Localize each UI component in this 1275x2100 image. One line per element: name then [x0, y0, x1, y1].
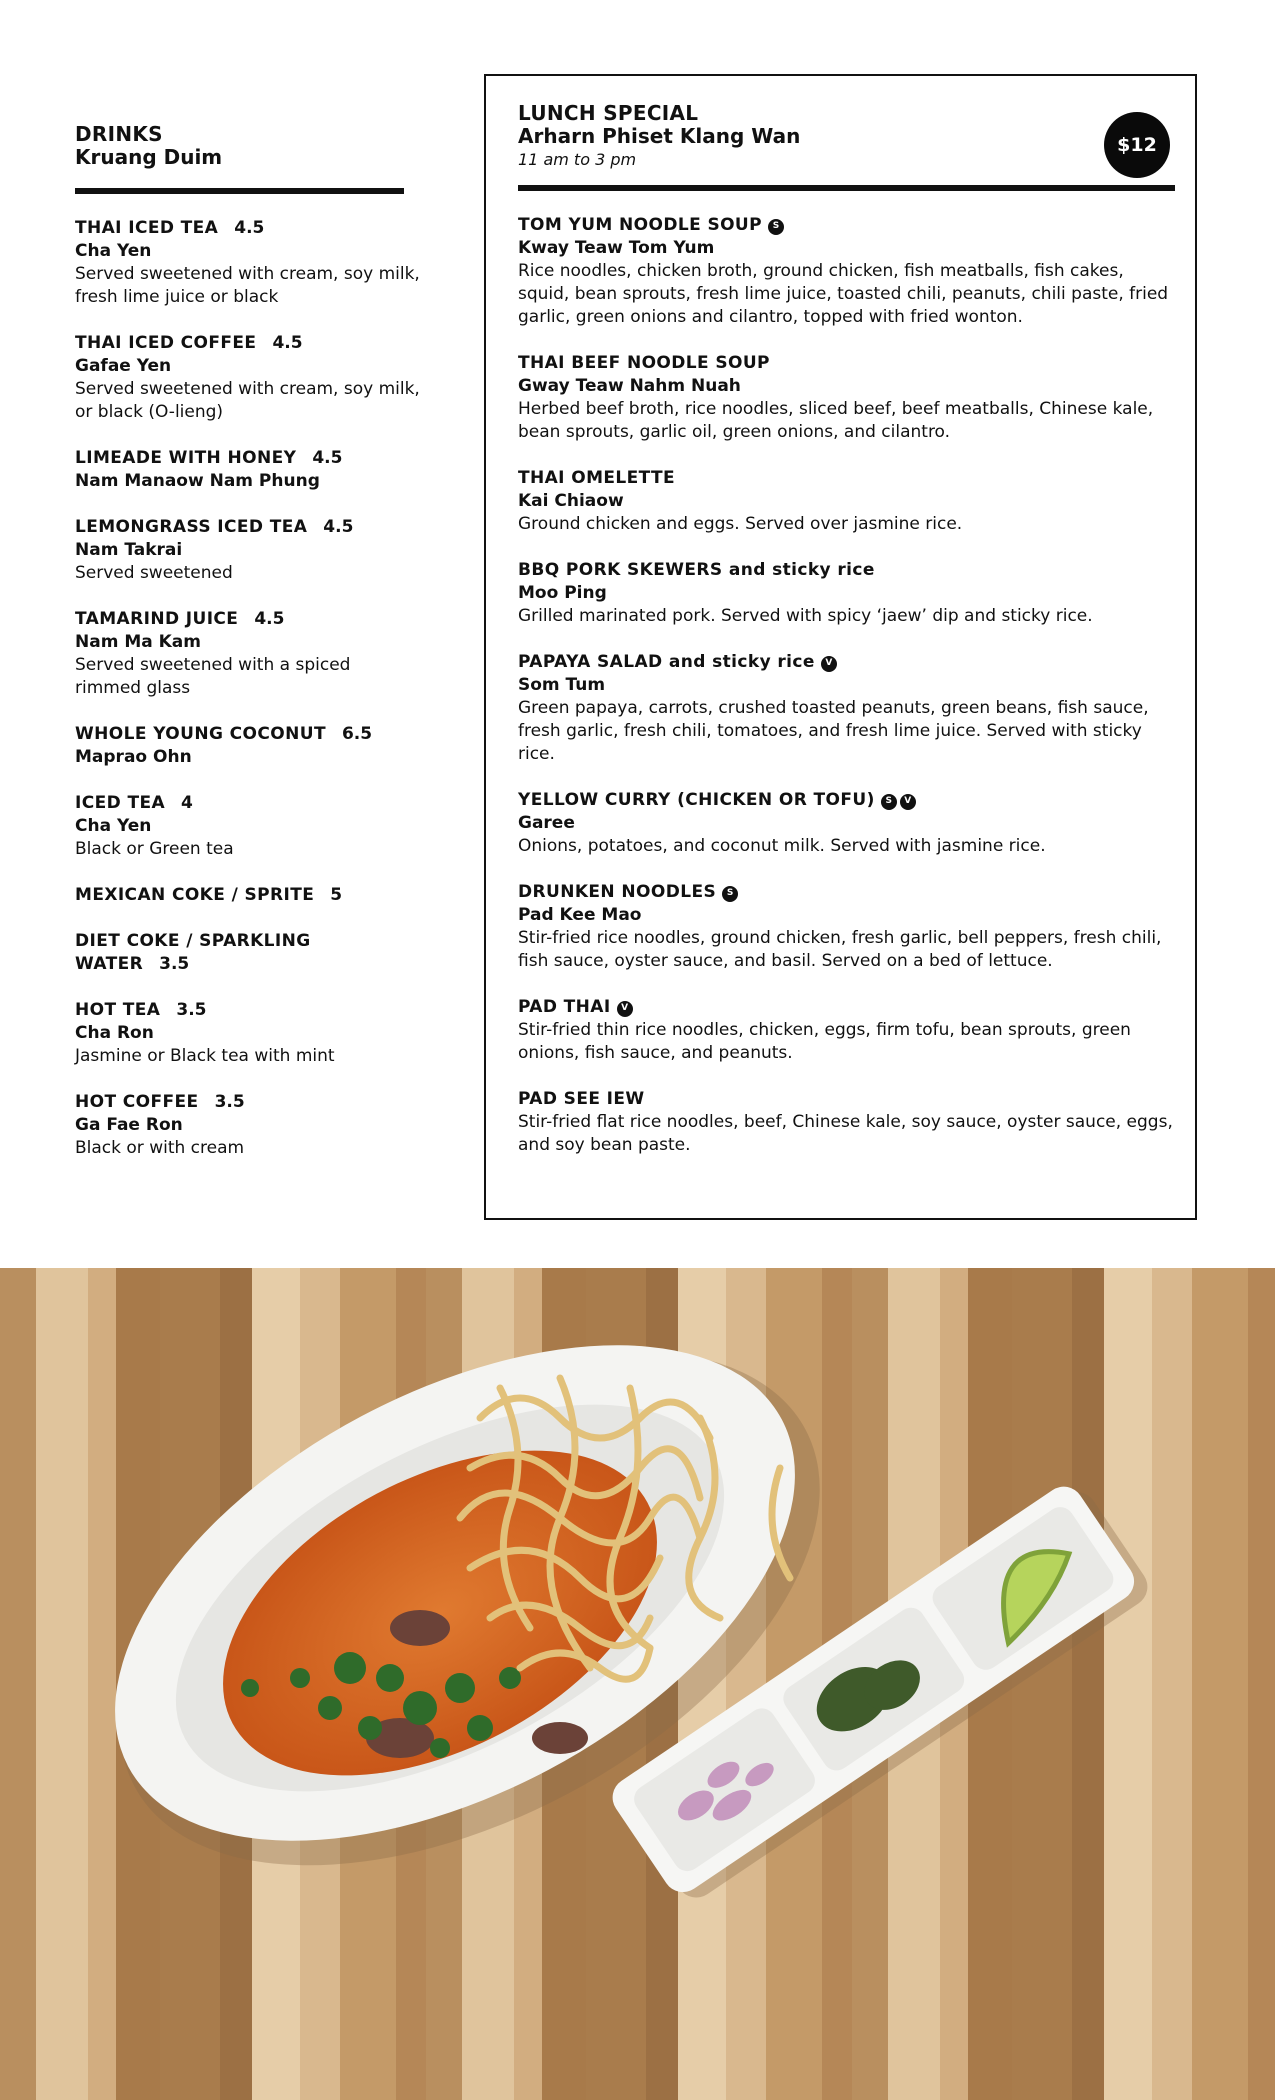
- dish-description: Herbed beef broth, rice noodles, sliced beef, beef meatballs, Chinese kale, bean sprouts, garlic oil, green onions, and cilantro.: [518, 399, 1154, 442]
- wood-plank: [1152, 1268, 1192, 2100]
- dish-name: THAI BEEF NOODLE SOUP: [518, 353, 770, 373]
- drink-item: [75, 1091, 420, 1160]
- drink-description: Black or Green tea: [75, 839, 234, 859]
- drink-description: Jasmine or Black tea with mint: [75, 1046, 335, 1066]
- lunch-item: [518, 651, 1175, 766]
- drink-price: 5: [330, 885, 343, 905]
- vegetarian-icon: V: [900, 794, 916, 810]
- dish-thai-name: Kai Chiaow: [518, 491, 624, 511]
- dish-description: Stir-fried flat rice noodles, beef, Chinese kale, soy sauce, oyster sauce, eggs, and soy bean paste.: [518, 1112, 1173, 1155]
- dish-name: BBQ PORK SKEWERS and sticky rice: [518, 560, 875, 580]
- drink-thai-name: Maprao Ohn: [75, 747, 192, 767]
- drink-item: [75, 608, 420, 700]
- dish-description: Grilled marinated pork. Served with spicy ‘jaew’ dip and sticky rice.: [518, 606, 1093, 626]
- drink-name: MEXICAN COKE / SPRITE: [75, 885, 315, 905]
- drink-item: [75, 516, 420, 585]
- lunch-hours: 11 am to 3 pm: [518, 150, 637, 169]
- vegetarian-icon: V: [821, 656, 837, 672]
- drink-description: Served sweetened with cream, soy milk, fresh lime juice or black: [75, 264, 420, 307]
- lunch-special-box: [484, 74, 1197, 1220]
- dish-name: PAD THAI: [518, 997, 611, 1017]
- lunch-item: [518, 352, 1175, 444]
- dish-name: PAD SEE IEW: [518, 1089, 645, 1109]
- dish-description: Ground chicken and eggs. Served over jasmine rice.: [518, 514, 963, 534]
- wood-plank: [36, 1268, 88, 2100]
- drink-description: Served sweetened: [75, 563, 233, 583]
- drink-price: 6.5: [341, 724, 373, 744]
- drink-item: [75, 217, 420, 309]
- drink-description: Served sweetened with a spiced rimmed glass: [75, 655, 351, 698]
- dish-description: Stir-fried thin rice noodles, chicken, eggs, firm tofu, bean sprouts, green onions, fish sauce, and peanuts.: [518, 1020, 1131, 1063]
- drink-thai-name: Ga Fae Ron: [75, 1115, 183, 1135]
- lunch-divider: [518, 185, 1175, 191]
- wood-plank: [1072, 1268, 1104, 2100]
- drink-price: 4: [181, 793, 193, 813]
- dish-thai-name: Gway Teaw Nahm Nuah: [518, 376, 741, 396]
- drink-name: TAMARIND JUICE: [75, 609, 239, 629]
- drink-thai-name: Cha Yen: [75, 241, 152, 261]
- lunch-item: [518, 1088, 1175, 1157]
- drink-price: 4.5: [312, 448, 343, 468]
- drink-description: Black or with cream: [75, 1138, 245, 1158]
- drink-name: THAI ICED TEA: [75, 218, 219, 238]
- drink-name: THAI ICED COFFEE: [75, 333, 257, 353]
- lunch-price-badge: $12: [1104, 112, 1170, 178]
- dish-name: THAI OMELETTE: [518, 468, 676, 488]
- drink-description: Served sweetened with cream, soy milk, or black (O-lieng): [75, 379, 420, 422]
- drink-price: 3.5: [214, 1092, 245, 1112]
- drink-thai-name: Nam Ma Kam: [75, 632, 201, 652]
- spicy-icon: S: [881, 794, 897, 810]
- dish-name: DRUNKEN NOODLES: [518, 882, 717, 902]
- drink-thai-name: Cha Ron: [75, 1023, 154, 1043]
- drink-price: 4.5: [254, 609, 285, 629]
- dish-name: TOM YUM NOODLE SOUP: [518, 215, 762, 235]
- vegetarian-icon: V: [617, 1001, 633, 1017]
- dish-thai-name: Kway Teaw Tom Yum: [518, 238, 715, 258]
- lunch-item: [518, 996, 1175, 1065]
- drink-price: 4.5: [323, 517, 354, 537]
- drink-item: [75, 999, 420, 1068]
- lunch-item: [518, 559, 1175, 628]
- drink-thai-name: Nam Takrai: [75, 540, 183, 560]
- drink-item: [75, 723, 420, 769]
- dish-thai-name: Pad Kee Mao: [518, 905, 642, 925]
- dish-description: Onions, potatoes, and coconut milk. Served with jasmine rice.: [518, 836, 1046, 856]
- drinks-section: [75, 123, 420, 1160]
- lunch-item: [518, 467, 1175, 536]
- wood-plank: [1104, 1268, 1152, 2100]
- drink-item: [75, 447, 420, 493]
- dish-description: Green papaya, carrots, crushed toasted peanuts, green beans, fish sauce, fresh garlic, fresh chili, tomatoes, and fresh lime juice. Served with sticky rice.: [518, 698, 1149, 764]
- lunch-item: [518, 881, 1175, 973]
- drinks-subtitle: Kruang Duim: [75, 145, 223, 169]
- drink-item: [75, 332, 420, 424]
- drink-name: LIMEADE WITH HONEY: [75, 448, 297, 468]
- drink-name: HOT TEA: [75, 1000, 161, 1020]
- drink-thai-name: Cha Yen: [75, 816, 152, 836]
- drink-thai-name: Gafae Yen: [75, 356, 172, 376]
- wood-plank: [0, 1268, 36, 2100]
- drink-price: 4.5: [272, 333, 303, 353]
- drink-name: HOT COFFEE: [75, 1092, 199, 1112]
- dish-thai-name: Som Tum: [518, 675, 606, 695]
- lunch-list: [518, 214, 1175, 1157]
- lunch-subtitle: Arharn Phiset Klang Wan: [518, 124, 801, 148]
- drink-price: 4.5: [234, 218, 265, 238]
- dish-thai-name: Garee: [518, 813, 575, 833]
- dish-description: Stir-fried rice noodles, ground chicken, fresh garlic, bell peppers, fresh chili, fish sauce, oyster sauce, and basil. Served on a bed of lettuce.: [518, 928, 1162, 971]
- drink-item: [75, 884, 420, 907]
- drink-price: 3.5: [159, 954, 190, 974]
- dish-description: Rice noodles, chicken broth, ground chicken, fish meatballs, fish cakes, squid, bean sprouts, fresh lime juice, toasted chili, peanuts, chili paste, fried garlic, green onions and cilantro, topped with fried wonton.: [518, 261, 1169, 327]
- drinks-divider: [75, 188, 404, 194]
- drinks-title: DRINKS: [75, 122, 163, 146]
- wood-plank: [88, 1268, 116, 2100]
- drink-price: 3.5: [176, 1000, 207, 1020]
- wood-plank: [1248, 1268, 1275, 2100]
- lunch-item: [518, 789, 1175, 858]
- drink-name: DIET COKE / SPARKLING WATER: [75, 931, 311, 974]
- lunch-title: LUNCH SPECIAL: [518, 101, 699, 125]
- drink-item: [75, 930, 420, 976]
- wood-plank: [1012, 1268, 1072, 2100]
- dish-name: YELLOW CURRY (CHICKEN OR TOFU): [518, 790, 875, 810]
- food-photo: [0, 1268, 1275, 2100]
- drink-thai-name: Nam Manaow Nam Phung: [75, 471, 320, 491]
- drink-name: WHOLE YOUNG COCONUT: [75, 724, 326, 744]
- lunch-item: [518, 214, 1175, 329]
- drink-name: ICED TEA: [75, 793, 166, 813]
- dish-name: PAPAYA SALAD and sticky rice: [518, 652, 815, 672]
- drink-item: [75, 792, 420, 861]
- dish-thai-name: Moo Ping: [518, 583, 607, 603]
- spicy-icon: S: [768, 219, 784, 235]
- drink-name: LEMONGRASS ICED TEA: [75, 517, 308, 537]
- spicy-icon: S: [722, 886, 738, 902]
- drinks-list: [75, 217, 420, 1160]
- wood-plank: [1192, 1268, 1248, 2100]
